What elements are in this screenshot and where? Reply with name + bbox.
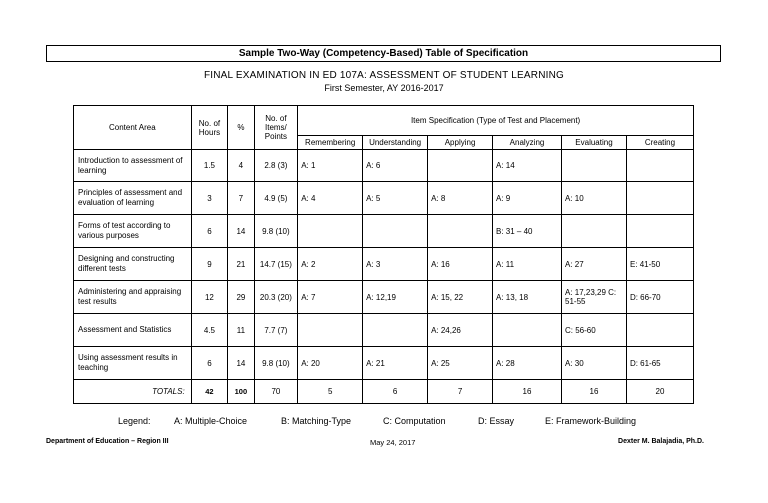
percent-cell: 14 [228, 215, 254, 248]
applying-cell [428, 215, 493, 248]
percent-cell: 11 [228, 314, 254, 347]
header-level-creating: Creating [626, 136, 693, 150]
total-understanding: 6 [363, 380, 428, 404]
analyzing-cell: A: 9 [493, 182, 562, 215]
legend-item-e: E: Framework-Building [545, 416, 637, 426]
understanding-cell: A: 3 [363, 248, 428, 281]
hours-cell: 12 [191, 281, 228, 314]
total-items: 70 [254, 380, 298, 404]
evaluating-cell: A: 10 [562, 182, 627, 215]
understanding-cell: A: 6 [363, 150, 428, 182]
understanding-cell: A: 21 [363, 347, 428, 380]
hours-cell: 3 [191, 182, 228, 215]
header-hours: No. of Hours [191, 106, 228, 150]
remembering-cell: A: 1 [298, 150, 363, 182]
items-cell: 20.3 (20) [254, 281, 298, 314]
hours-cell: 4.5 [191, 314, 228, 347]
footer-author: Dexter M. Balajadia, Ph.D. [618, 438, 704, 445]
understanding-cell [363, 314, 428, 347]
remembering-cell [298, 314, 363, 347]
creating-cell [626, 215, 693, 248]
semester-subtitle: First Semester, AY 2016-2017 [324, 83, 444, 93]
percent-cell: 14 [228, 347, 254, 380]
remembering-cell: A: 20 [298, 347, 363, 380]
page-title: Sample Two-Way (Competency-Based) Table of Specification [46, 45, 721, 62]
totals-label: TOTALS: [74, 380, 192, 404]
header-items: No. of Items/ Points [254, 106, 298, 150]
total-remembering: 5 [298, 380, 363, 404]
evaluating-cell: A: 27 [562, 248, 627, 281]
header-level-analyzing: Analyzing [493, 136, 562, 150]
evaluating-cell: A: 30 [562, 347, 627, 380]
content-area-cell: Assessment and Statistics [74, 314, 192, 347]
header-level-applying: Applying [428, 136, 493, 150]
content-area-cell: Introduction to assessment of learning [74, 150, 192, 182]
total-analyzing: 16 [493, 380, 562, 404]
analyzing-cell [493, 314, 562, 347]
percent-cell: 7 [228, 182, 254, 215]
evaluating-cell: C: 56-60 [562, 314, 627, 347]
understanding-cell: A: 5 [363, 182, 428, 215]
content-area-cell: Forms of test according to various purposes [74, 215, 192, 248]
percent-cell: 21 [228, 248, 254, 281]
items-cell: 9.8 (10) [254, 347, 298, 380]
applying-cell: A: 25 [428, 347, 493, 380]
remembering-cell: A: 7 [298, 281, 363, 314]
footer-date: May 24, 2017 [370, 438, 416, 447]
header-percent: % [228, 106, 254, 150]
header-level-understanding: Understanding [363, 136, 428, 150]
total-hours: 42 [191, 380, 228, 404]
header-level-evaluating: Evaluating [562, 136, 627, 150]
legend-label: Legend: [118, 416, 151, 426]
legend-item-d: D: Essay [478, 416, 515, 426]
total-applying: 7 [428, 380, 493, 404]
creating-cell: D: 61-65 [626, 347, 693, 380]
legend [118, 416, 678, 428]
understanding-cell [363, 215, 428, 248]
remembering-cell: A: 4 [298, 182, 363, 215]
items-cell: 14.7 (15) [254, 248, 298, 281]
applying-cell: A: 8 [428, 182, 493, 215]
applying-cell: A: 16 [428, 248, 493, 281]
percent-cell: 4 [228, 150, 254, 182]
evaluating-cell [562, 150, 627, 182]
table-row [74, 314, 694, 347]
evaluating-cell [562, 215, 627, 248]
analyzing-cell: A: 11 [493, 248, 562, 281]
header-content-area: Content Area [74, 106, 192, 150]
header-item-specification: Item Specification (Type of Test and Placement) [298, 106, 694, 136]
legend-item-a: A: Multiple-Choice [174, 416, 248, 426]
creating-cell: E: 41-50 [626, 248, 693, 281]
creating-cell: D: 66-70 [626, 281, 693, 314]
understanding-cell: A: 12,19 [363, 281, 428, 314]
content-area-cell: Designing and constructing different tests [74, 248, 192, 281]
items-cell: 7.7 (7) [254, 314, 298, 347]
percent-cell: 29 [228, 281, 254, 314]
content-area-cell: Principles of assessment and evaluation of learning [74, 182, 192, 215]
specification-table [73, 105, 694, 404]
total-percent: 100 [228, 380, 254, 404]
legend-item-b: B: Matching-Type [281, 416, 352, 426]
total-creating: 20 [626, 380, 693, 404]
table-row [74, 215, 694, 248]
content-area-cell: Using assessment results in teaching [74, 347, 192, 380]
creating-cell [626, 150, 693, 182]
evaluating-cell: A: 17,23,29 C: 51-55 [562, 281, 627, 314]
exam-title: FINAL EXAMINATION IN ED 107A: ASSESSMENT OF STUDENT LEARNING [203, 70, 565, 81]
hours-cell: 9 [191, 248, 228, 281]
table-row [74, 347, 694, 380]
table-row [74, 248, 694, 281]
table-row [74, 182, 694, 215]
applying-cell: A: 24,26 [428, 314, 493, 347]
creating-cell [626, 314, 693, 347]
items-cell: 2.8 (3) [254, 150, 298, 182]
content-area-cell: Administering and appraising test results [74, 281, 192, 314]
hours-cell: 6 [191, 347, 228, 380]
table-row [74, 150, 694, 182]
applying-cell [428, 150, 493, 182]
analyzing-cell: A: 13, 18 [493, 281, 562, 314]
footer-department: Department of Education – Region III [46, 438, 169, 445]
items-cell: 4.9 (5) [254, 182, 298, 215]
hours-cell: 1.5 [191, 150, 228, 182]
remembering-cell: A: 2 [298, 248, 363, 281]
table-row [74, 281, 694, 314]
analyzing-cell: A: 28 [493, 347, 562, 380]
applying-cell: A: 15, 22 [428, 281, 493, 314]
items-cell: 9.8 (10) [254, 215, 298, 248]
totals-row [74, 380, 694, 404]
total-evaluating: 16 [562, 380, 627, 404]
creating-cell [626, 182, 693, 215]
analyzing-cell: B: 31 – 40 [493, 215, 562, 248]
header-level-remembering: Remembering [298, 136, 363, 150]
legend-item-c: C: Computation [383, 416, 446, 426]
hours-cell: 6 [191, 215, 228, 248]
remembering-cell [298, 215, 363, 248]
analyzing-cell: A: 14 [493, 150, 562, 182]
